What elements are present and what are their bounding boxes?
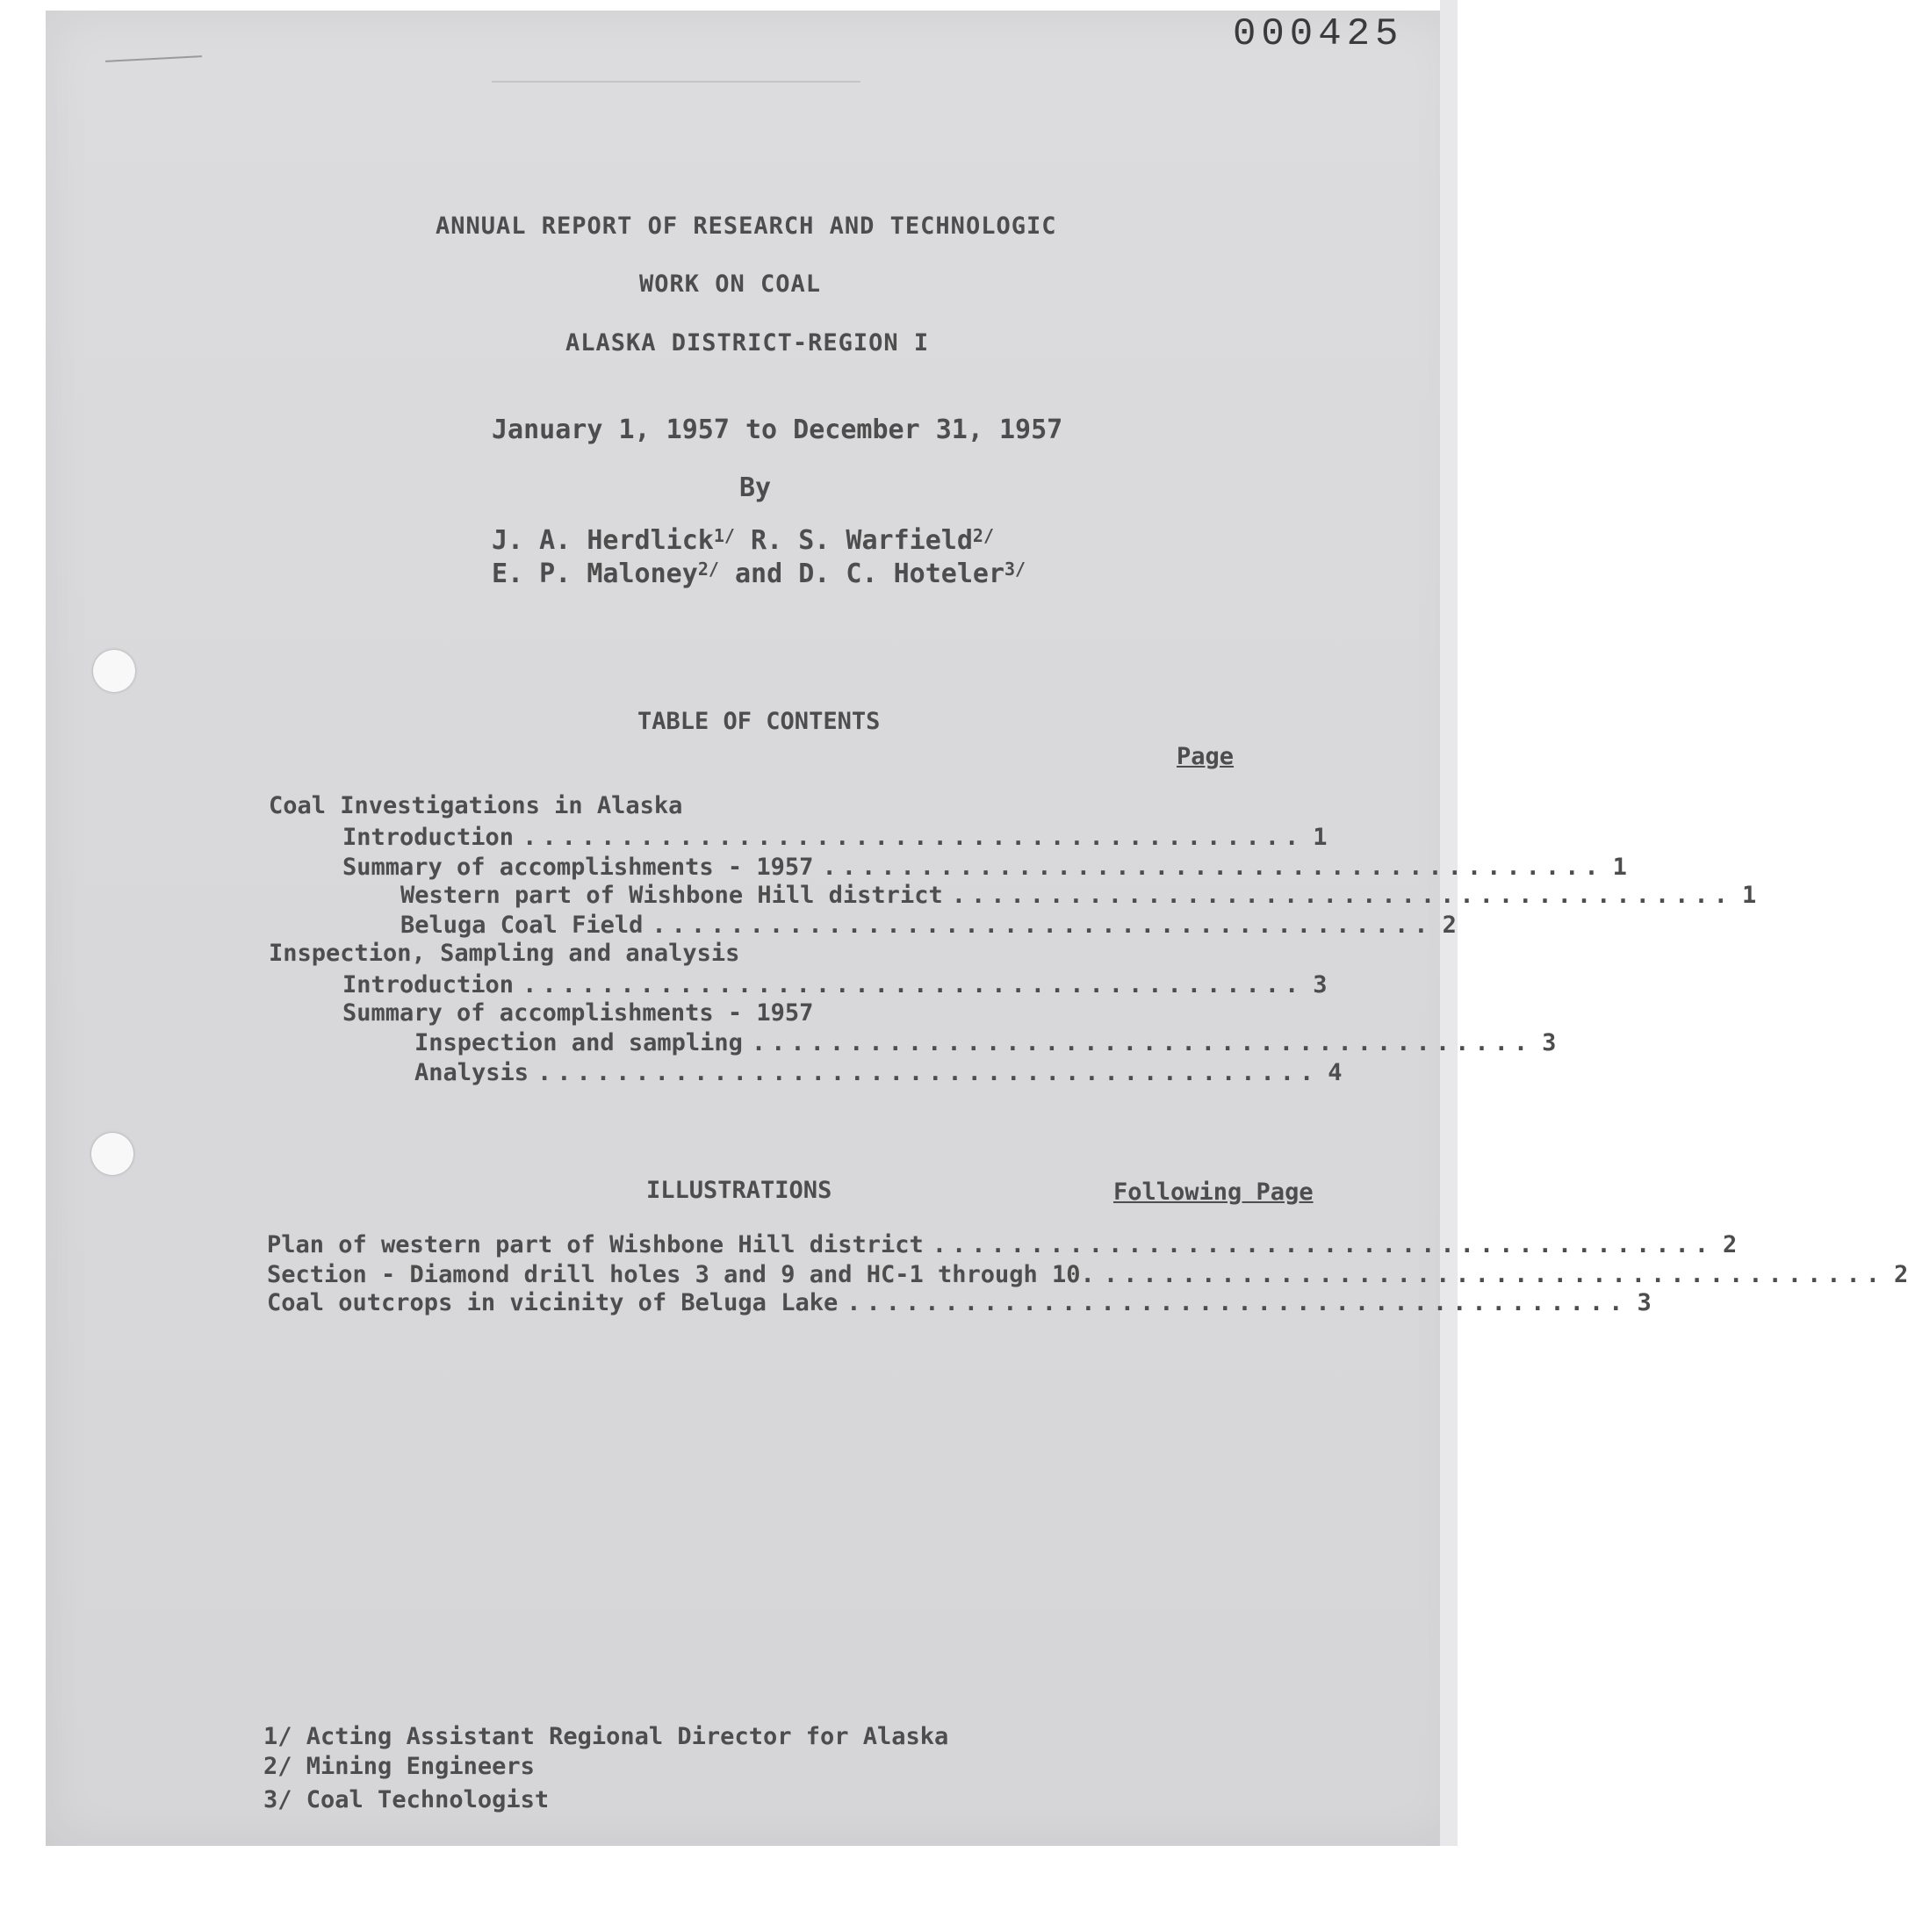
report-title-line-3: ALASKA DISTRICT-REGION I: [565, 329, 930, 357]
author-herdlick: J. A. Herdlick: [492, 525, 714, 556]
document-number: 000425: [1233, 12, 1404, 56]
toc-entry: Introduction ........................................ 1: [342, 824, 1328, 851]
toc-section-inspection: Inspection, Sampling and analysis: [269, 940, 740, 967]
toc-entry: Analysis ........................................ 4: [414, 1059, 1343, 1086]
report-dates: January 1, 1957 to December 31, 1957: [492, 415, 1063, 445]
toc-entry: Summary of accomplishments - 1957: [342, 999, 814, 1027]
report-title-line-2: WORK ON COAL: [639, 270, 822, 298]
illustrations-title: ILLUSTRATIONS: [646, 1177, 832, 1204]
illustration-entry: Plan of western part of Wishbone Hill district ........................................ 2: [267, 1231, 1738, 1258]
authors-line-2: [492, 559, 1026, 589]
footnote-ref: 2/: [972, 525, 994, 546]
author-hoteler: and D. C. Hoteler: [718, 559, 1005, 589]
illustrations-page-header: Following Page: [1113, 1179, 1314, 1206]
punch-hole-icon: [93, 650, 135, 692]
toc-title: TABLE OF CONTENTS: [637, 708, 881, 735]
footnote-ref: 3/: [1004, 559, 1026, 580]
report-title-line-1: ANNUAL REPORT OF RESEARCH AND TECHNOLOGIC: [436, 213, 1057, 240]
toc-section-coal-investigations: Coal Investigations in Alaska: [269, 792, 683, 819]
toc-entry: Western part of Wishbone Hill district ........................................ 1: [400, 882, 1757, 909]
toc-page-header: Page: [1177, 743, 1235, 770]
toc-entry: Introduction ........................................ 3: [342, 971, 1328, 998]
toc-entry: Beluga Coal Field ........................................ 2: [400, 912, 1457, 939]
by-label: By: [739, 472, 772, 503]
illustration-entry: Section - Diamond drill holes 3 and 9 and HC-1 through 10. ........................................ 2: [267, 1261, 1908, 1288]
author-warfield: R. S. Warfield: [734, 525, 973, 556]
punch-hole-icon: [91, 1133, 133, 1175]
footnote-3: 3/ Coal Technologist: [263, 1786, 550, 1813]
footnote-ref: 1/: [713, 525, 735, 546]
toc-entry: Summary of accomplishments - 1957 ........................................ 1: [342, 854, 1627, 881]
scratch-mark: [492, 81, 860, 83]
author-maloney: E. P. Maloney: [492, 559, 698, 589]
footnote-1: 1/ Acting Assistant Regional Director for Alaska: [263, 1723, 949, 1750]
toc-entry: Inspection and sampling ........................................ 3: [414, 1029, 1557, 1056]
footnote-2: 2/ Mining Engineers: [263, 1753, 535, 1780]
illustration-entry: Coal outcrops in vicinity of Beluga Lake ........................................ 3: [267, 1289, 1652, 1316]
authors-line-1: [492, 525, 994, 556]
footnote-ref: 2/: [697, 559, 719, 580]
